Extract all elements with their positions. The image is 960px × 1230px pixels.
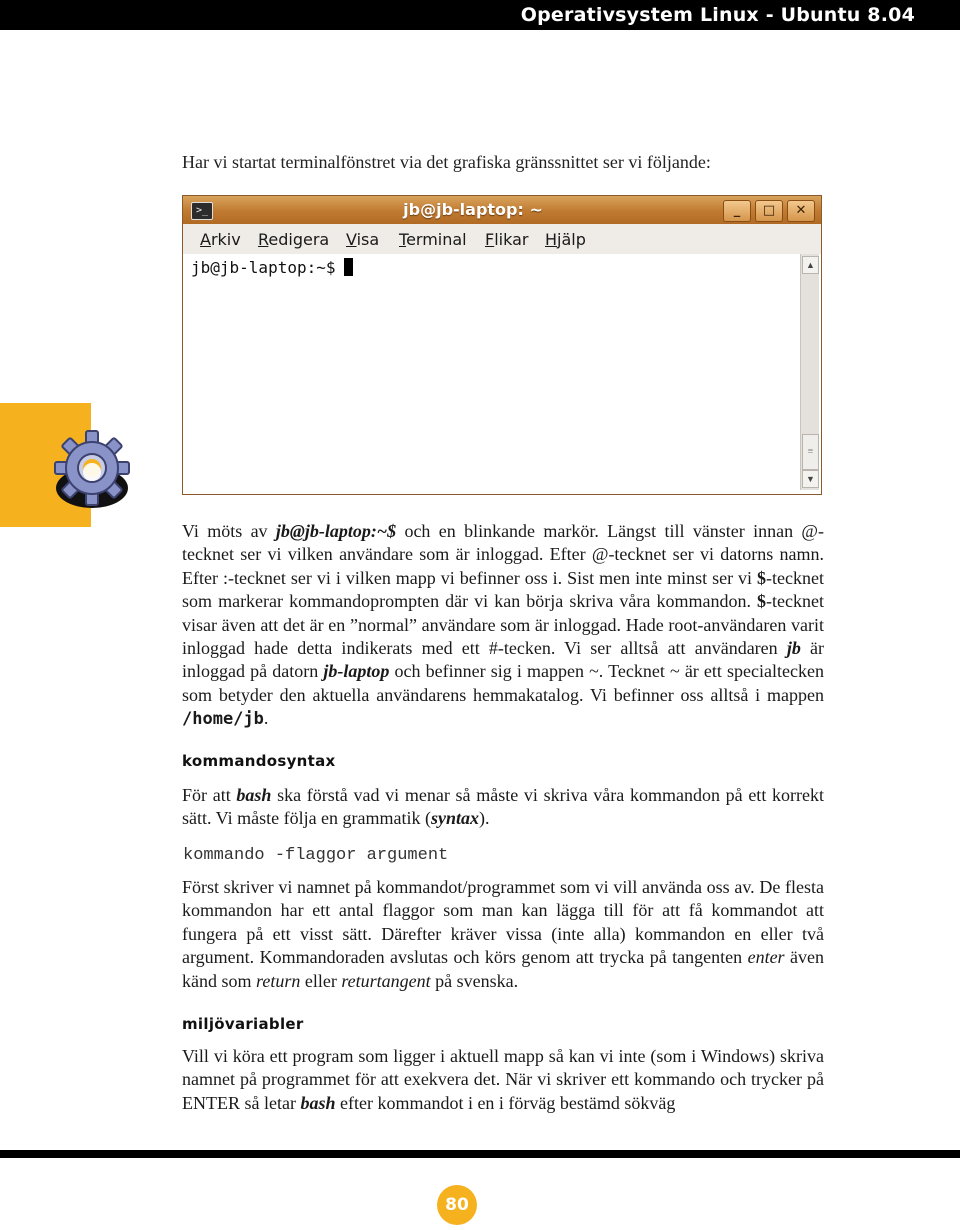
intro-text: Har vi startat terminalfönstret via det grafiska gränssnittet ser vi följande:: [182, 152, 711, 172]
cursor: [344, 258, 353, 276]
terminal-body[interactable]: [187, 254, 797, 490]
terminal-title: jb@jb-laptop: ~: [403, 200, 543, 219]
terminal-window: [182, 195, 822, 495]
terminal-titlebar: [183, 196, 821, 224]
heading-miljovariabler: miljövariabler: [182, 1015, 304, 1033]
terminal-menubar: [183, 224, 821, 254]
terminal-scrollbar[interactable]: [800, 254, 819, 490]
terminal-app-icon: >_: [191, 202, 213, 220]
paragraph-environment: Vill vi köra ett program som ligger i aktuell mapp så kan vi inte (som i Windows) skriva namnet på programmet för att exekvera det. När vi skriver ett kommando och trycker på ENTER så letar bash efter kommandot i en i förväg bestämd sökväg: [182, 1046, 824, 1113]
terminal-prompt: jb@jb-laptop:~$: [191, 258, 353, 277]
scroll-up-arrow-icon[interactable]: ▲: [802, 256, 819, 274]
paragraph-syntax-intro: För att bash ska förstå vad vi menar så måste vi skriva våra kommandon på ett korrekt sätt. Vi måste följa en grammatik (syntax).: [182, 785, 824, 829]
scroll-down-arrow-icon[interactable]: ▼: [802, 470, 819, 488]
syntax-example: kommando -flaggor argument: [183, 846, 449, 865]
menu-flikar[interactable]: Flikar: [485, 230, 529, 249]
maximize-button[interactable]: □: [755, 200, 783, 222]
paragraph-syntax-explanation: Först skriver vi namnet på kommandot/programmet som vi vill använda oss av. De flesta kommandon har ett antal flaggor som man kan lägga till för att få kommandot att fungera på ett visst sätt. Därefter kräver vissa (inte alla) kommandon en eller två argument. Kommandoraden avslutas och körs genom att trycka på tangenten enter även känd som return eller returtangent på svenska.: [182, 877, 824, 991]
paragraph-prompt-explanation: Vi möts av jb@jb-laptop:~$ och en blinkande markör. Längst till vänster innan @-tecknet ser vi vilken användare som är inloggad. Efter @-tecknet ser vi datorns namn. Efter :-tecknet ser vi i vilken mapp vi befinner oss i. Sist men inte minst ser vi $-tecknet som markerar kommandoprompten där vi kan börja skriva våra kommandon. $-tecknet visar även att det är en ”normal” användare som är inloggad. Hade root-användaren varit inloggad hade detta indikerats med ett #-tecken. Vi ser alltså att användaren jb är inloggad på datorn jb-laptop och befinner sig i mappen ~. Tecknet ~ är ett specialtecken som betyder den aktuella användarens hemmakatalog. Vi befinner oss alltså i mappen /home/jb.: [182, 521, 825, 730]
gear-icon: [52, 430, 132, 510]
page-number-badge: 80: [437, 1185, 477, 1225]
menu-visa[interactable]: Visa: [346, 230, 380, 249]
menu-redigera[interactable]: Redigera: [258, 230, 330, 249]
scroll-thumb[interactable]: ≡: [802, 434, 819, 470]
heading-kommandosyntax: kommandosyntax: [182, 752, 336, 770]
header-title: Operativsystem Linux - Ubuntu 8.04: [520, 4, 915, 26]
menu-hjalp[interactable]: Hjälp: [545, 230, 586, 249]
close-button[interactable]: ✕: [787, 200, 815, 222]
menu-arkiv[interactable]: Arkiv: [200, 230, 241, 249]
menu-terminal[interactable]: Terminal: [399, 230, 467, 249]
minimize-button[interactable]: _: [723, 200, 751, 222]
footer-rule: [0, 1150, 960, 1158]
